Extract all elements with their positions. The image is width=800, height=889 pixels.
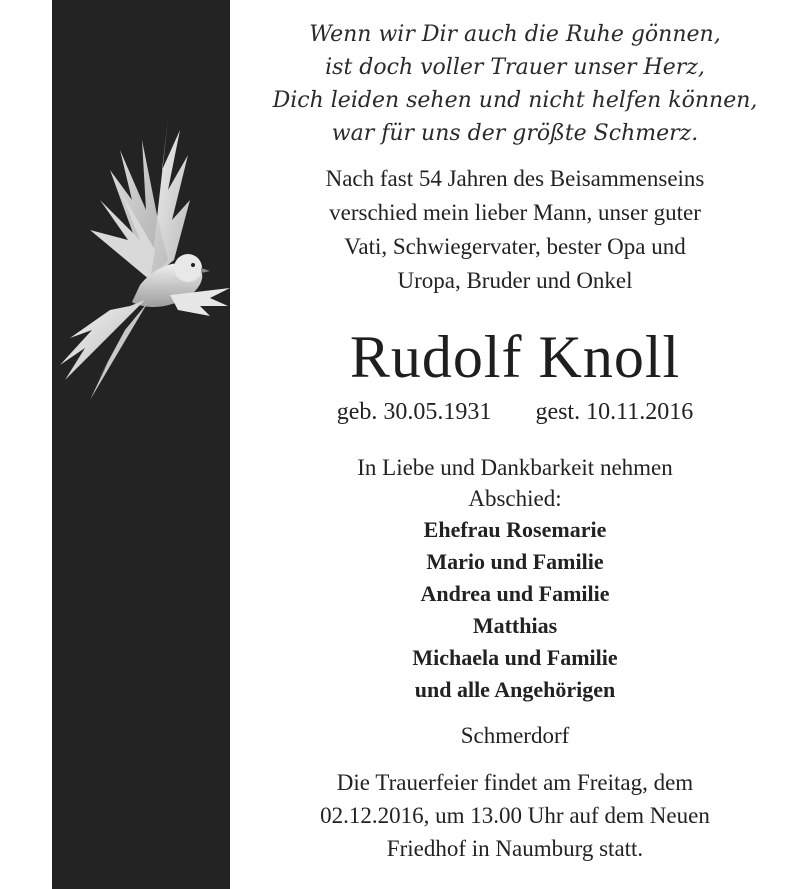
dove-icon xyxy=(50,110,250,410)
poem-line: war für uns der größte Schmerz. xyxy=(331,121,699,146)
poem-line: Wenn wir Dir auch die Ruhe gönnen, xyxy=(309,22,721,47)
funeral-line: Friedhof in Naumburg statt. xyxy=(386,836,644,861)
intro-line: Uropa, Bruder und Onkel xyxy=(397,268,633,293)
funeral-line: Die Trauerfeier findet am Freitag, dem xyxy=(336,770,694,795)
farewell-line: In Liebe und Dankbarkeit nehmen xyxy=(357,455,673,480)
poem-line: ist doch voller Trauer unser Herz, xyxy=(325,55,705,80)
mourners-list xyxy=(230,514,800,706)
intro-line: Nach fast 54 Jahren des Beisammenseins xyxy=(325,166,705,191)
poem xyxy=(230,18,800,150)
farewell-text xyxy=(230,452,800,514)
mourner: Michaela und Familie xyxy=(412,645,618,670)
mourner: Ehefrau Rosemarie xyxy=(423,517,607,542)
intro-line: Vati, Schwiegervater, bester Opa und xyxy=(344,234,686,259)
farewell-line: Abschied: xyxy=(468,486,562,511)
intro-line: verschied mein lieber Mann, unser guter xyxy=(329,200,701,225)
mourner: Andrea und Familie xyxy=(420,581,610,606)
life-dates xyxy=(230,394,800,430)
poem-line: Dich leiden sehen und nicht helfen können, xyxy=(272,88,758,113)
mourner: Matthias xyxy=(472,613,558,638)
mourner: Mario und Familie xyxy=(426,549,604,574)
place: Schmerdorf xyxy=(460,723,570,748)
funeral-line: 02.12.2016, um 13.00 Uhr auf dem Neuen xyxy=(320,803,710,828)
mourner: und alle Angehörigen xyxy=(414,677,616,702)
deceased-name: Rudolf Knoll xyxy=(349,324,681,390)
intro-text xyxy=(230,162,800,298)
obituary-content xyxy=(230,0,800,889)
death-date: gest. 10.11.2016 xyxy=(535,399,694,425)
birth-date: geb. 30.05.1931 xyxy=(336,399,492,425)
funeral-notice xyxy=(230,766,800,865)
